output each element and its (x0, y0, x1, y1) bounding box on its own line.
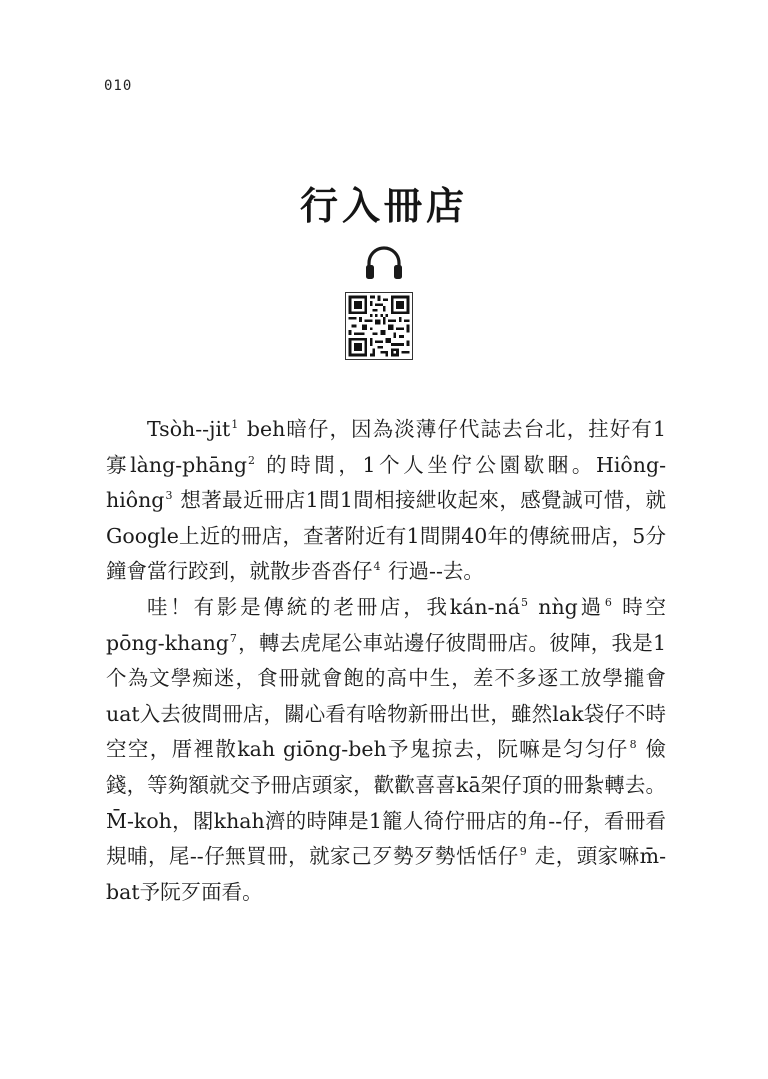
text-run: 哇！有影是傳統的老冊店，我kán-ná (147, 594, 520, 619)
paragraph (106, 590, 666, 910)
footnote-marker[interactable]: 4 (373, 560, 381, 574)
text-run: 想著最近冊店1間1間相接紲收起來，感覺誠可惜，就 Google上近的冊店，查著附近有1間開40年的傳統冊店，5分鐘會當行跤到，就散步沓沓仔 (106, 488, 666, 584)
text-run: beh暗仔，因為淡薄仔代誌去台北，拄好有1寡làng-phāng (106, 417, 666, 477)
footnote-marker[interactable]: 2 (248, 453, 255, 467)
footnote-marker[interactable]: 8 (629, 738, 637, 752)
footnote-marker[interactable]: 6 (604, 595, 612, 609)
text-run: 行過--去。 (381, 559, 484, 584)
headphones-icon[interactable] (363, 244, 405, 280)
footnote-marker[interactable]: 5 (520, 595, 528, 609)
body-text (106, 412, 666, 910)
text-run: 儉錢，等夠額就交予冊店頭家，歡歡喜喜kā架仔頂的冊紮轉去。M̄-koh，閣khah濟的時陣是1籠人徛佇冊店的角--仔，看冊看規晡，尾--仔無買冊，就家己歹勢歹勢恬恬仔 (106, 737, 666, 869)
text-run: nǹg過 (528, 594, 604, 619)
text-run: Tsòh--jit (147, 417, 231, 441)
page-number: 010 (104, 78, 133, 94)
chapter-title: 行入冊店 (299, 183, 468, 229)
footnote-marker[interactable]: 1 (231, 418, 239, 431)
footnote-marker[interactable]: 3 (165, 489, 173, 503)
footnote-marker[interactable]: 9 (519, 845, 527, 859)
text-run: 的時間，1个人坐佇公園歇睏。Hiông-hiông (106, 452, 666, 513)
paragraph (106, 412, 666, 590)
qr-code[interactable] (345, 292, 413, 360)
footnote-marker[interactable]: 7 (229, 631, 237, 645)
text-run: ，轉去虎尾公車站邊仔彼間冊店。彼陣，我是1个為文學痴迷，食冊就會飽的高中生，差不多逐工放學攏會uat入去彼間冊店，關心看有啥物新冊出世，雖然lak袋仔不時空空，厝裡散kah giōng-beh予鬼掠去，阮嘛是匀匀仔 (106, 630, 666, 762)
text-run: 時空pōng-khang (106, 594, 666, 655)
text-run: 走，頭家嘛m̄-bat予阮歹面看。 (106, 844, 666, 904)
